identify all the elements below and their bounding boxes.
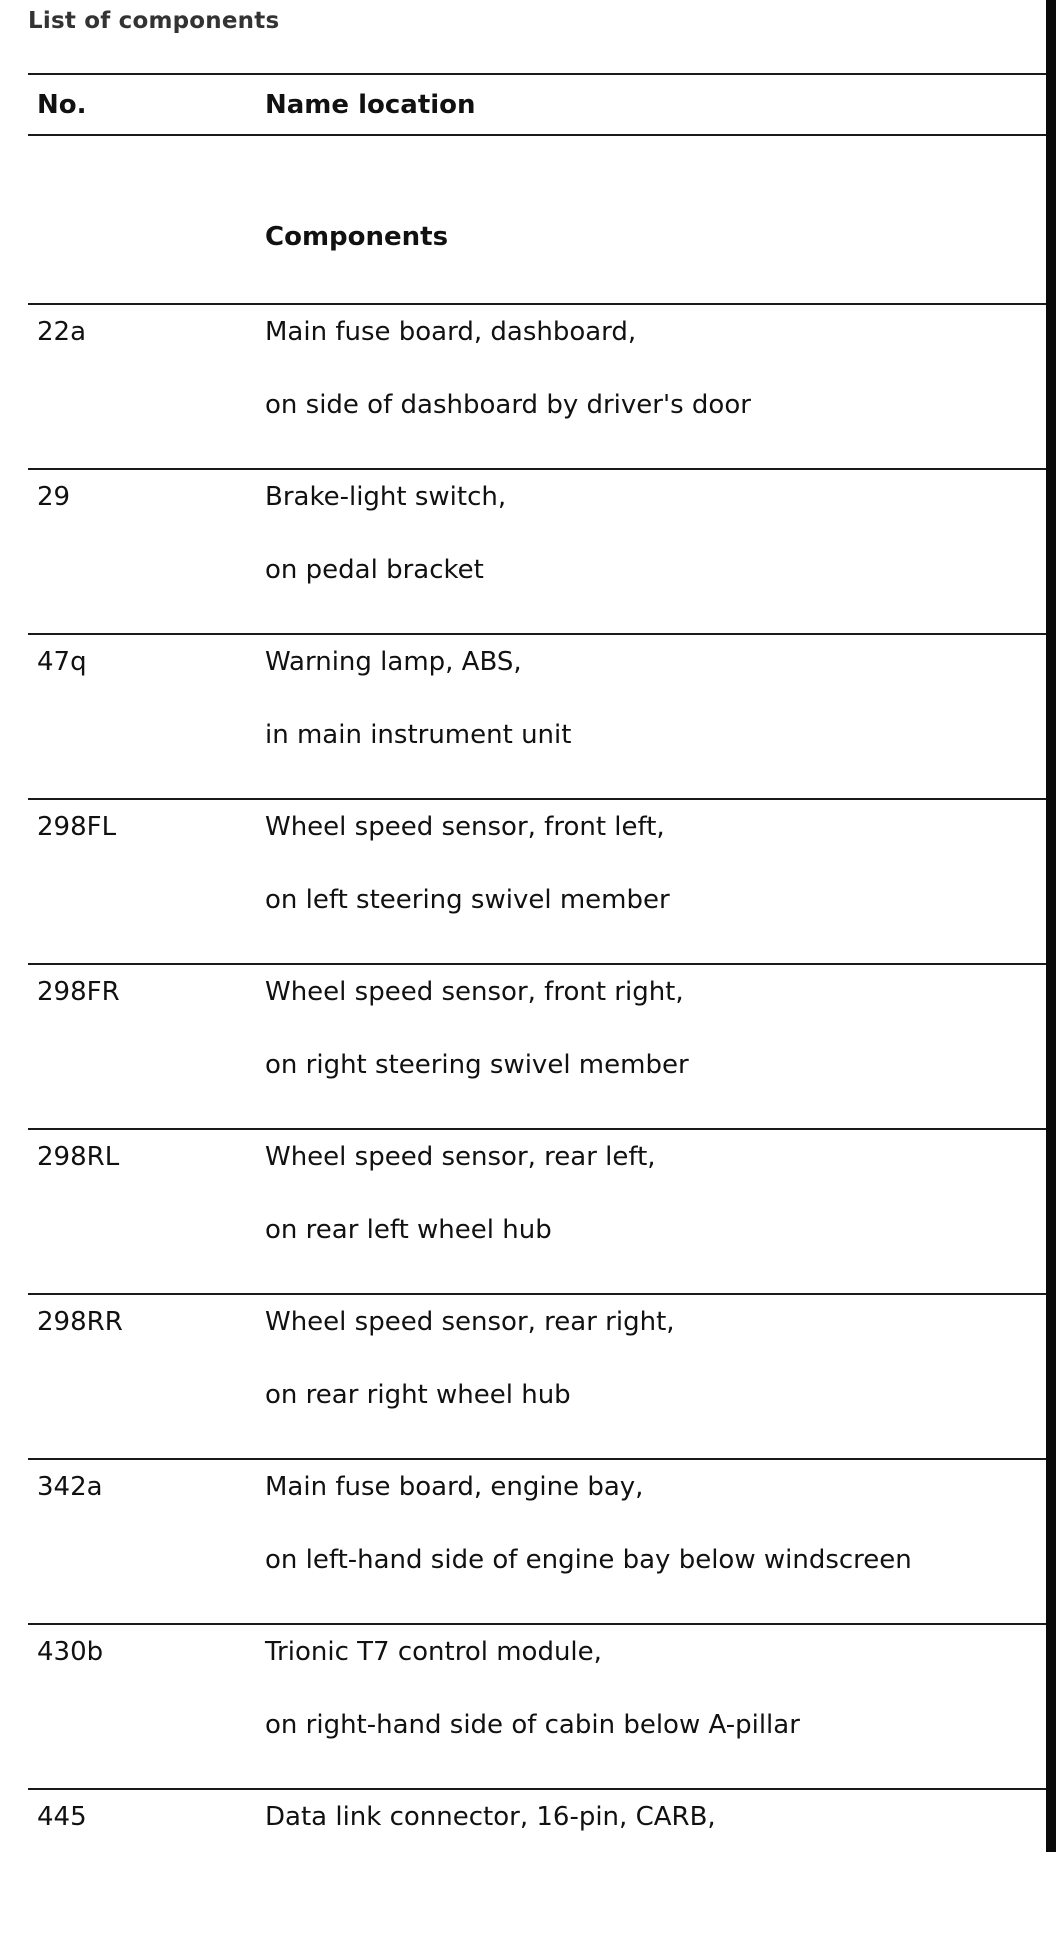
component-number: 342a xyxy=(37,1472,103,1502)
component-location: on right steering swivel member xyxy=(265,1050,689,1080)
component-name: Wheel speed sensor, rear right, xyxy=(265,1307,675,1337)
component-number: 29 xyxy=(37,482,71,512)
component-name: Main fuse board, engine bay, xyxy=(265,1472,644,1502)
table-row xyxy=(0,1790,1046,1955)
component-location: on rear left wheel hub xyxy=(265,1215,552,1245)
table-row xyxy=(0,965,1046,1130)
table-row xyxy=(0,1625,1046,1790)
component-name: Wheel speed sensor, front right, xyxy=(265,977,684,1007)
header-bottom-rule xyxy=(28,134,1046,136)
component-location: on rear right wheel hub xyxy=(265,1380,571,1410)
component-name: Brake-light switch, xyxy=(265,482,507,512)
table-top-rule xyxy=(28,73,1046,75)
component-number: 430b xyxy=(37,1637,104,1667)
component-number: 47q xyxy=(37,647,87,677)
component-name: Warning lamp, ABS, xyxy=(265,647,522,677)
page-title: List of components xyxy=(28,8,280,34)
component-name: Wheel speed sensor, rear left, xyxy=(265,1142,656,1172)
component-location: in main instrument unit xyxy=(265,720,572,750)
component-number: 298FL xyxy=(37,812,117,842)
table-row xyxy=(0,305,1046,470)
component-name: Data link connector, 16-pin, CARB, xyxy=(265,1802,716,1832)
component-location: on right-hand side of cabin below A-pillar xyxy=(265,1710,800,1740)
component-name: Wheel speed sensor, front left, xyxy=(265,812,665,842)
column-header-name-location: Name location xyxy=(265,90,476,120)
component-number: 298RL xyxy=(37,1142,120,1172)
column-header-no: No. xyxy=(37,90,87,120)
component-number: 445 xyxy=(37,1802,87,1832)
component-name: Trionic T7 control module, xyxy=(265,1637,602,1667)
component-location: on side of dashboard by driver's door xyxy=(265,390,751,420)
table-row xyxy=(0,1460,1046,1625)
component-name: Main fuse board, dashboard, xyxy=(265,317,637,347)
component-number: 298FR xyxy=(37,977,120,1007)
table-row xyxy=(0,800,1046,965)
component-location: on left steering swivel member xyxy=(265,885,670,915)
component-location: on pedal bracket xyxy=(265,555,484,585)
table-row xyxy=(0,1295,1046,1460)
table-row xyxy=(0,1130,1046,1295)
component-number: 22a xyxy=(37,317,87,347)
component-number: 298RR xyxy=(37,1307,123,1337)
section-title: Components xyxy=(265,222,449,252)
page-edge-bar xyxy=(1046,0,1056,1852)
component-location: on left-hand side of engine bay below windscreen xyxy=(265,1545,912,1575)
table-row xyxy=(0,635,1046,800)
table-row xyxy=(0,470,1046,635)
